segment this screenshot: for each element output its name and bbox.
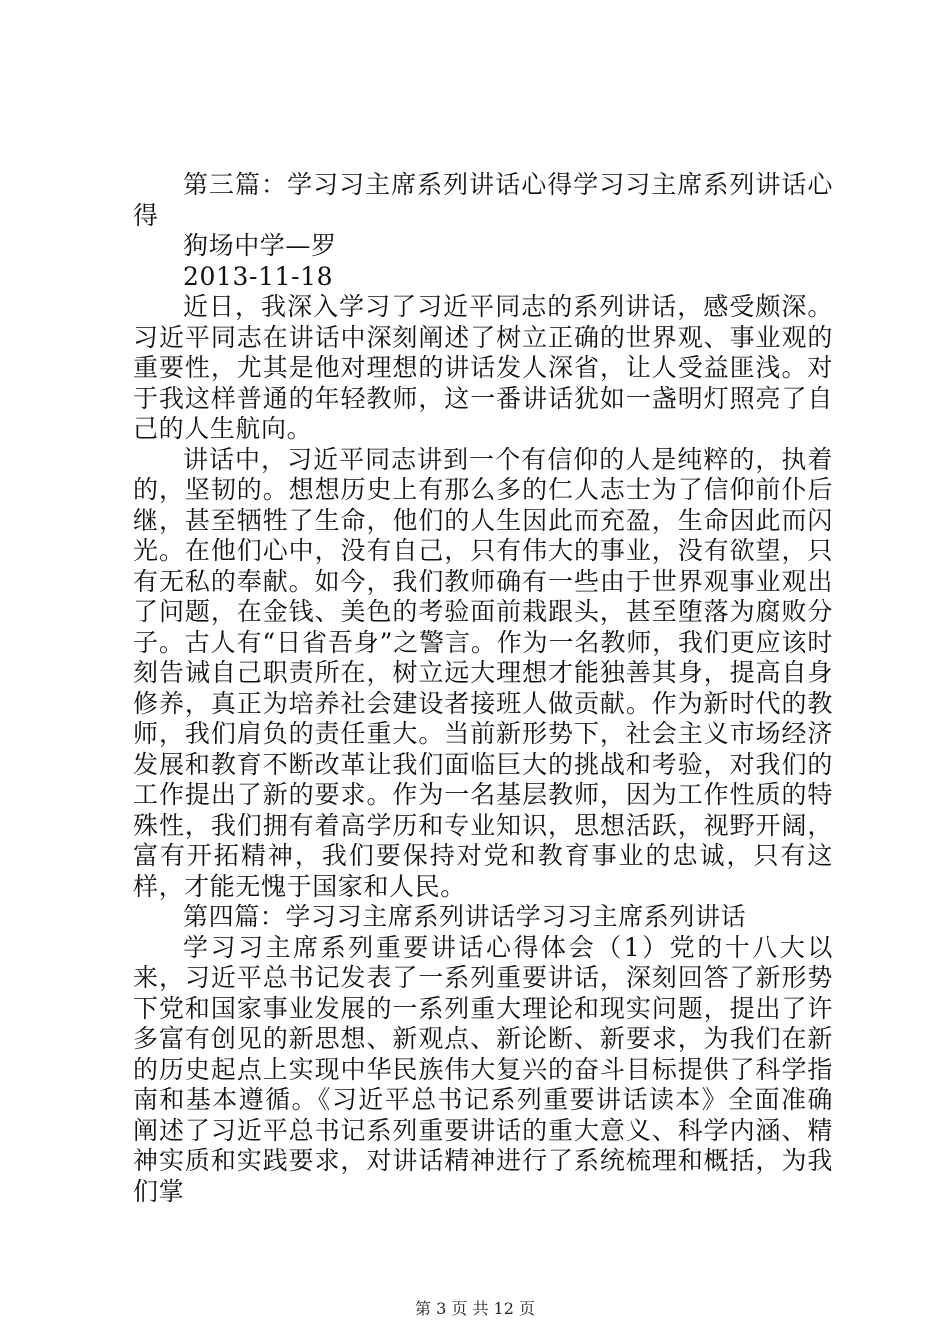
body-paragraph: 讲话中，习近平同志讲到一个有信仰的人是纯粹的，执着的，坚韧的。想想历史上有那么多的仁人志士为了信仰前仆后继，甚至牺牲了生命，他们的人生因此而充盈，生命因此而闪光。在他们心中，没有自己，只有伟大的事业，没有欲望，只有无私的奉献。如今，我们教师确有一些由于世界观事业观出了问题，在金钱、美色的考验面前栽跟头，甚至堕落为腐败分子。古人有“日省吾身”之警言。作为一名教师，我们更应该时刻告诫自己职责所在，树立远大理想才能独善其身，提高自身修养，真正为培养社会建设者接班人做贡献。作为新时代的教师，我们肩负的责任重大。当前新形势下，社会主义市场经济发展和教育不断改革让我们面临巨大的挑战和考验，对我们的工作提出了新的要求。作为一名基层教师，因为工作性质的特殊性，我们拥有着高学历和专业知识，思想活跃，视野开阔，富有开拓精神，我们要保持对党和教育事业的忠诚，只有这样，才能无愧于国家和人民。 (133, 444, 833, 901)
section-heading-3: 第三篇：学习习主席系列讲话心得学习习主席系列讲话心得 (133, 170, 833, 230)
body-paragraph: 近日，我深入学习了习近平同志的系列讲话，感受颇深。习近平同志在讲话中深刻阐述了树立正确的世界观、事业观的重要性，尤其是他对理想的讲话发人深省，让人受益匪浅。对于我这样普通的年轻教师，这一番讲话犹如一盏明灯照亮了自己的人生航向。 (133, 292, 833, 443)
date-line: 2013-11-18 (183, 261, 334, 291)
body-paragraph: 学习习主席系列重要讲话心得体会（1）党的十八大以来，习近平总书记发表了一系列重要讲话，深刻回答了新形势下党和国家事业发展的一系列重大理论和现实问题，提出了许多富有创见的新思想、新观点、新论断、新要求，为我们在新的历史起点上实现中华民族伟大复兴的奋斗目标提供了科学指南和基本遵循。《习近平总书记系列重要讲话读本》全面准确阐述了习近平总书记系列重要讲话的重大意义、科学内涵、精神实质和实践要求，对讲话精神进行了系统梳理和概括，为我们掌 (133, 932, 833, 1206)
section-heading-4: 第四篇：学习习主席系列讲话学习习主席系列讲话 (183, 902, 747, 931)
author-line: 狗场中学—罗 (183, 231, 337, 260)
page-number-footer: 第 3 页 共 12 页 (415, 1299, 535, 1318)
document-body (133, 170, 833, 1207)
